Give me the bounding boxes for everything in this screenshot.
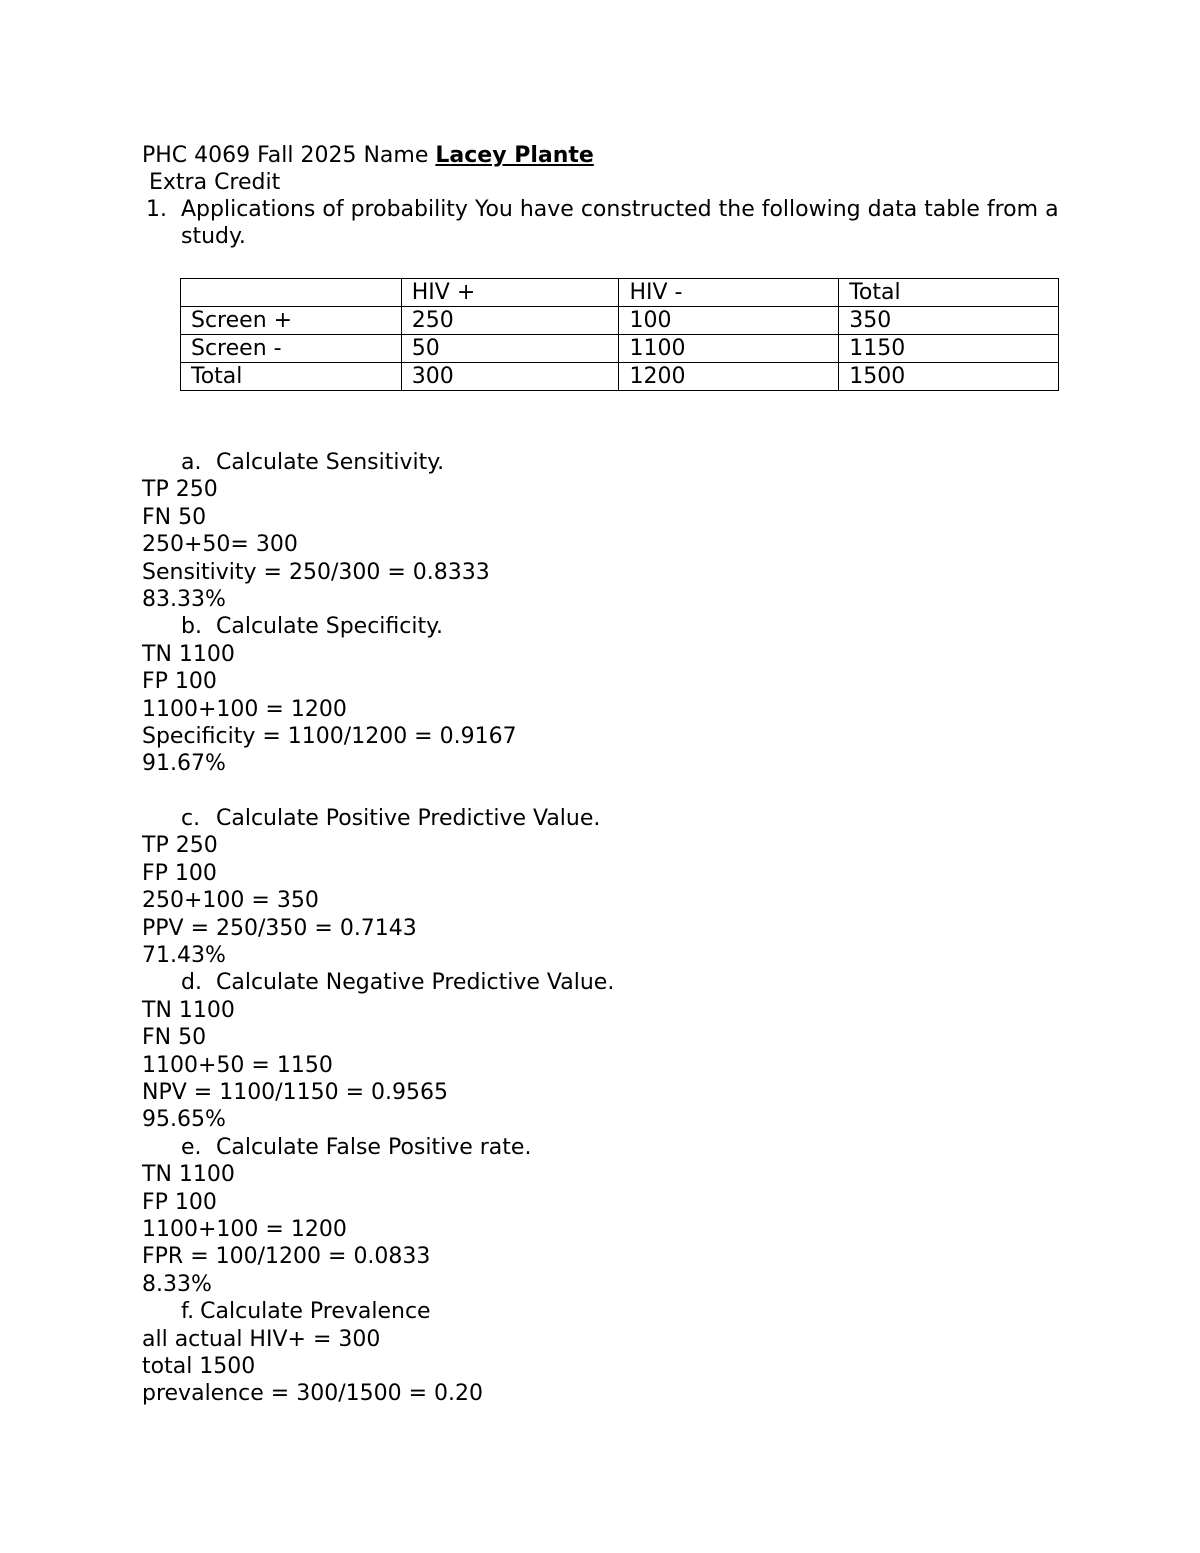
table-header-cell (181, 279, 402, 307)
part-a-heading (142, 449, 1142, 476)
part-letter: a. (181, 450, 202, 475)
table-header-cell: Total (839, 279, 1059, 307)
answer-line: TP 250 (142, 833, 218, 859)
table-cell: 350 (839, 307, 1059, 335)
part-letter: f. (181, 1299, 195, 1325)
answer-line: TN 1100 (142, 641, 235, 667)
answer-line: Sensitivity = 250/300 = 0.8333 (142, 559, 490, 585)
answer-line: 8.33% (142, 1271, 212, 1297)
table-header-cell: HIV - (619, 279, 839, 307)
table-cell: 100 (619, 307, 839, 335)
part-letter: b. (181, 614, 202, 640)
part-b-heading (142, 613, 1142, 640)
part-d-heading (142, 969, 1142, 996)
answer-line: TP 250 (142, 477, 218, 503)
answer-line: Specificity = 1100/1200 = 0.9167 (142, 723, 517, 749)
subtitle: Extra Credit (149, 170, 281, 195)
part-f-heading (142, 1298, 1142, 1325)
answer-line: 1100+50 = 1150 (142, 1052, 333, 1078)
question-number: 1. (146, 197, 167, 222)
part-letter: d. (181, 970, 202, 996)
table-cell: 1100 (619, 335, 839, 363)
part-prompt: Calculate Positive Predictive Value. (216, 806, 601, 832)
part-prompt: Calculate Prevalence (200, 1299, 431, 1325)
table-cell: 1200 (619, 363, 839, 391)
answer-line: 1100+100 = 1200 (142, 696, 347, 722)
answer-line: total 1500 (142, 1353, 256, 1379)
answer-line: TN 1100 (142, 997, 235, 1023)
table-cell: 1150 (839, 335, 1059, 363)
part-c-heading (142, 805, 1142, 832)
answer-line: 83.33% (142, 586, 226, 612)
table-cell: Total (181, 363, 402, 391)
answer-line: FPR = 100/1200 = 0.0833 (142, 1244, 431, 1270)
title-line (142, 142, 594, 169)
part-prompt: Calculate False Positive rate. (216, 1134, 532, 1160)
table-cell: 1500 (839, 363, 1059, 391)
part-letter: e. (181, 1134, 202, 1160)
table-cell: 50 (401, 335, 619, 363)
answer-line: 1100+100 = 1200 (142, 1216, 347, 1242)
course-line: PHC 4069 Fall 2025 Name (142, 143, 429, 168)
part-prompt: Calculate Sensitivity. (216, 450, 445, 475)
answer-line: PPV = 250/350 = 0.7143 (142, 915, 417, 941)
student-name: Lacey Plante (435, 143, 594, 168)
part-prompt: Calculate Negative Predictive Value. (216, 970, 615, 996)
answer-line: 95.65% (142, 1107, 226, 1133)
answer-line: 71.43% (142, 943, 226, 969)
table-cell: 250 (401, 307, 619, 335)
part-prompt: Calculate Specificity. (216, 614, 443, 640)
answer-line: all actual HIV+ = 300 (142, 1326, 381, 1352)
table-header-cell: HIV + (401, 279, 619, 307)
part-letter: c. (181, 806, 201, 832)
data-table (180, 278, 1059, 391)
table-header-row (181, 279, 1059, 307)
table-row (181, 335, 1059, 363)
part-e-heading (142, 1134, 1142, 1161)
answer-line: TN 1100 (142, 1162, 235, 1188)
answer-line: prevalence = 300/1500 = 0.20 (142, 1381, 483, 1407)
answer-line: FP 100 (142, 860, 217, 886)
answer-line: FN 50 (142, 1025, 207, 1051)
answers-section (142, 449, 1142, 1408)
table-row (181, 363, 1059, 391)
table-cell: Screen - (181, 335, 402, 363)
answer-line: 91.67% (142, 751, 226, 777)
answer-line: FP 100 (142, 669, 217, 695)
answer-line: FP 100 (142, 1189, 217, 1215)
answer-line: 250+50= 300 (142, 532, 298, 558)
answer-line: 250+100 = 350 (142, 888, 319, 914)
table-row (181, 307, 1059, 335)
answer-line: FN 50 (142, 504, 207, 530)
table-cell: Screen + (181, 307, 402, 335)
question-text: Applications of probability You have constructed the following data table from a study. (181, 197, 1059, 249)
blank-line (142, 778, 1142, 805)
answer-line: NPV = 1100/1150 = 0.9565 (142, 1079, 448, 1105)
table-cell: 300 (401, 363, 619, 391)
